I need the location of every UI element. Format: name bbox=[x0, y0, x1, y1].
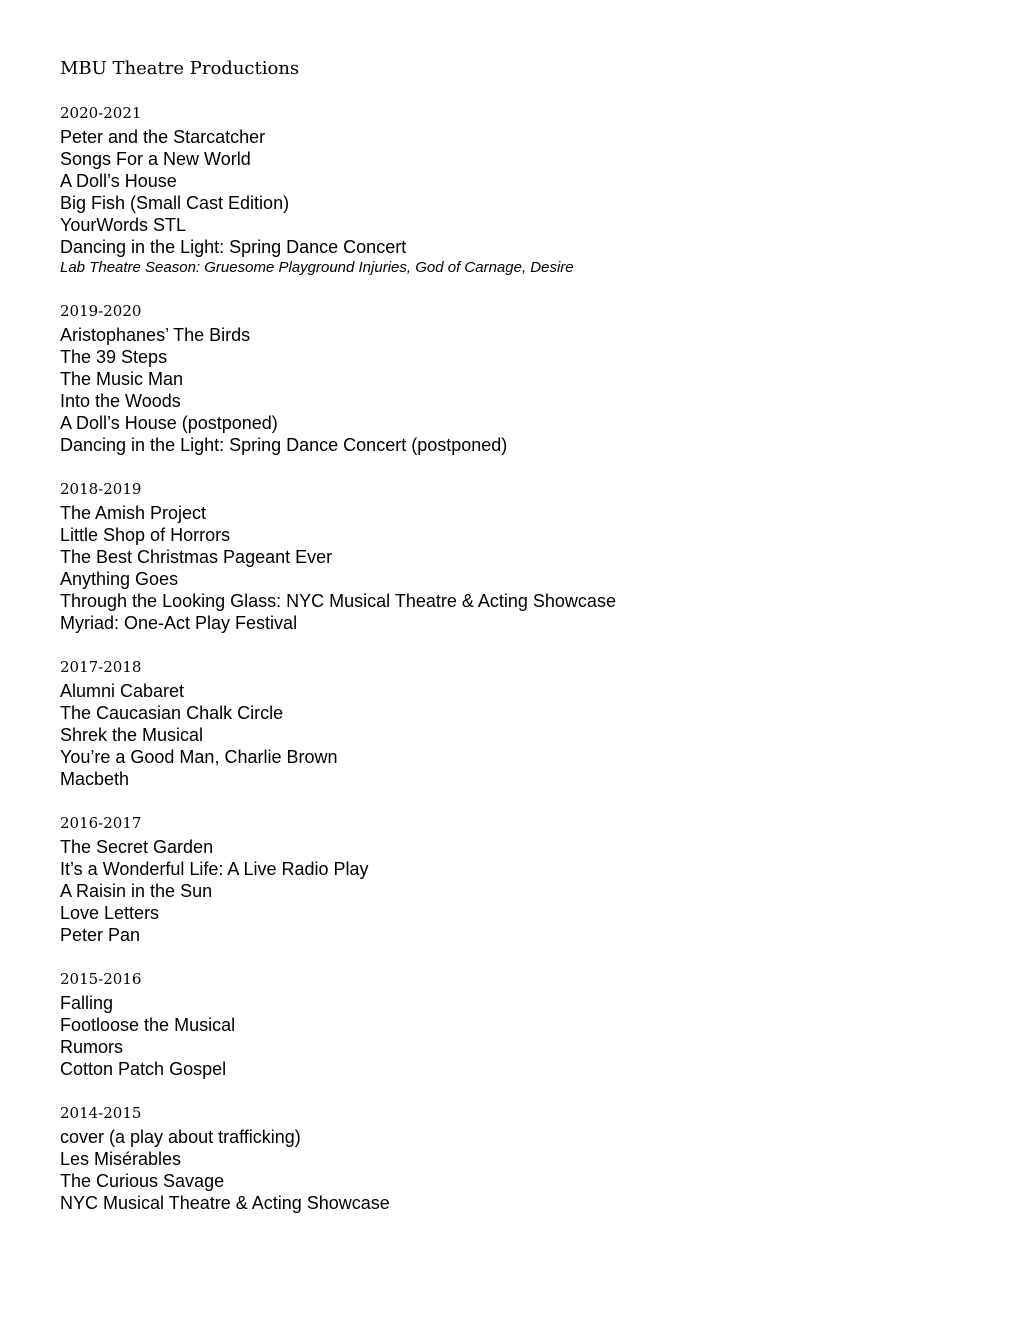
production-item: You’re a Good Man, Charlie Brown bbox=[60, 747, 338, 767]
production-list bbox=[60, 680, 960, 790]
season-year-heading: 2014-2015 bbox=[60, 1104, 142, 1122]
production-item: Anything Goes bbox=[60, 569, 179, 589]
document-page bbox=[60, 56, 960, 1236]
production-item: The Secret Garden bbox=[60, 837, 214, 857]
production-item: Into the Woods bbox=[60, 391, 181, 411]
season-section bbox=[60, 812, 960, 946]
production-item: It’s a Wonderful Life: A Live Radio Play bbox=[60, 859, 369, 879]
production-item: The Best Christmas Pageant Ever bbox=[60, 547, 333, 567]
season-section bbox=[60, 656, 960, 790]
production-item: Alumni Cabaret bbox=[60, 681, 185, 701]
production-list bbox=[60, 502, 960, 634]
production-item: Myriad: One-Act Play Festival bbox=[60, 613, 298, 633]
production-item: Dancing in the Light: Spring Dance Concert bbox=[60, 237, 407, 257]
production-item: Dancing in the Light: Spring Dance Concert (postponed) bbox=[60, 435, 508, 455]
production-item: A Doll’s House (postponed) bbox=[60, 413, 278, 433]
production-item: Macbeth bbox=[60, 769, 130, 789]
season-year-heading: 2015-2016 bbox=[60, 970, 142, 988]
production-list bbox=[60, 324, 960, 456]
production-item: Footloose the Musical bbox=[60, 1015, 236, 1035]
production-item: The 39 Steps bbox=[60, 347, 168, 367]
production-item: Cotton Patch Gospel bbox=[60, 1059, 227, 1079]
season-year-heading: 2018-2019 bbox=[60, 480, 142, 498]
production-item: A Doll’s House bbox=[60, 171, 177, 191]
season-section bbox=[60, 1102, 960, 1214]
production-list bbox=[60, 1126, 960, 1214]
production-list bbox=[60, 836, 960, 946]
production-item: Little Shop of Horrors bbox=[60, 525, 231, 545]
production-item: The Curious Savage bbox=[60, 1171, 225, 1191]
production-item: Falling bbox=[60, 993, 114, 1013]
production-item: Peter and the Starcatcher bbox=[60, 127, 266, 147]
season-year-heading: 2020-2021 bbox=[60, 104, 142, 122]
production-list bbox=[60, 992, 960, 1080]
production-item: Songs For a New World bbox=[60, 149, 251, 169]
lab-season-note: Lab Theatre Season: Gruesome Playground Injuries, God of Carnage, Desire bbox=[60, 259, 574, 276]
production-item: The Caucasian Chalk Circle bbox=[60, 703, 284, 723]
season-year-heading: 2017-2018 bbox=[60, 658, 142, 676]
production-item: YourWords STL bbox=[60, 215, 187, 235]
production-item: The Music Man bbox=[60, 369, 184, 389]
season-year-heading: 2016-2017 bbox=[60, 814, 142, 832]
season-year-heading: 2019-2020 bbox=[60, 302, 142, 320]
production-item: Rumors bbox=[60, 1037, 124, 1057]
season-section bbox=[60, 300, 960, 456]
production-item: Big Fish (Small Cast Edition) bbox=[60, 193, 290, 213]
production-item: Les Misérables bbox=[60, 1149, 182, 1169]
production-item: A Raisin in the Sun bbox=[60, 881, 213, 901]
production-item: The Amish Project bbox=[60, 503, 207, 523]
seasons-list bbox=[60, 102, 960, 1214]
production-item: Love Letters bbox=[60, 903, 160, 923]
production-item: NYC Musical Theatre & Acting Showcase bbox=[60, 1193, 390, 1213]
season-section bbox=[60, 968, 960, 1080]
season-section bbox=[60, 102, 960, 278]
production-list bbox=[60, 126, 960, 278]
production-item: Peter Pan bbox=[60, 925, 141, 945]
document-title: MBU Theatre Productions bbox=[60, 58, 300, 79]
season-section bbox=[60, 478, 960, 634]
production-item: Aristophanes’ The Birds bbox=[60, 325, 251, 345]
production-item: Shrek the Musical bbox=[60, 725, 204, 745]
production-item: cover (a play about trafficking) bbox=[60, 1127, 301, 1147]
production-item: Through the Looking Glass: NYC Musical Theatre & Acting Showcase bbox=[60, 591, 616, 611]
